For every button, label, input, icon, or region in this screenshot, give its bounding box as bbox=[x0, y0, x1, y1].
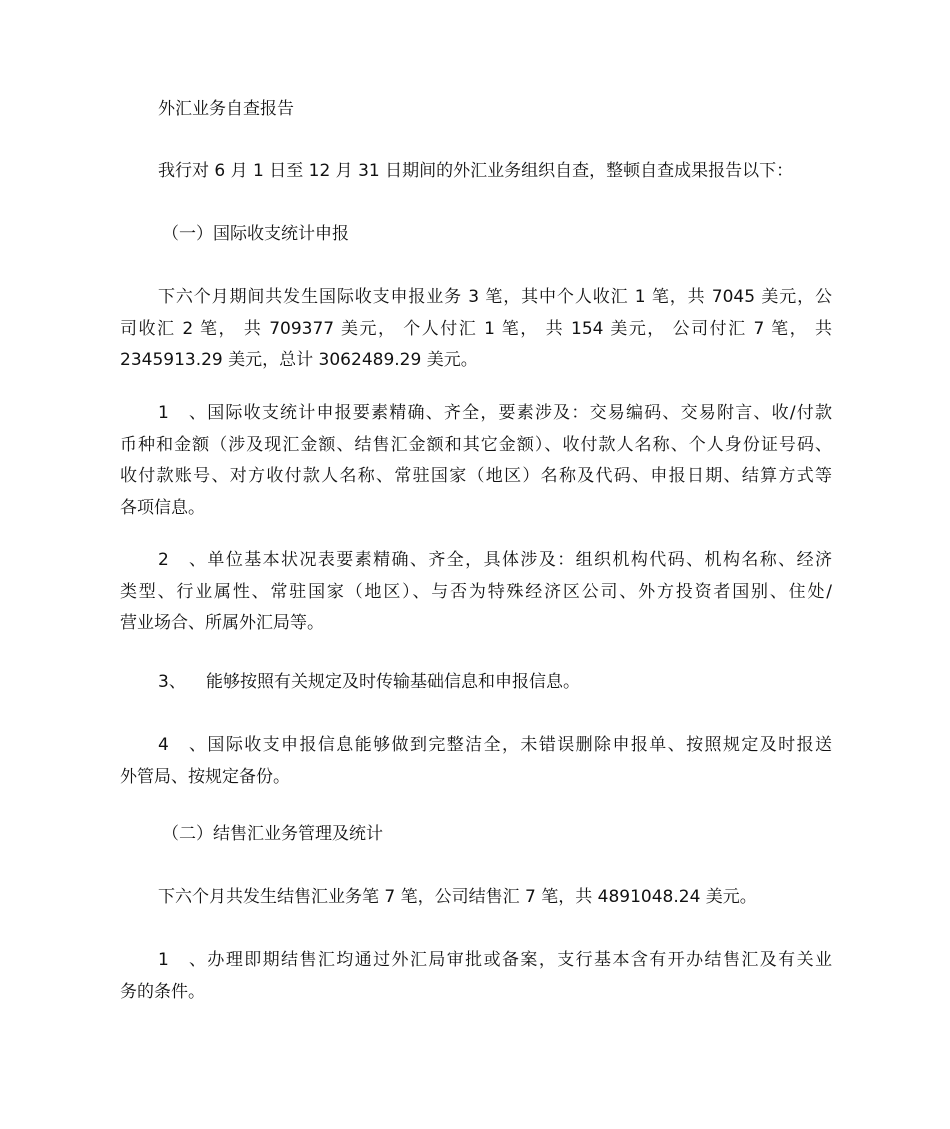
item-number: 1、 bbox=[158, 950, 206, 970]
item-line: 类型、行业属性、常驻国家（地区）、与否为特殊经济区公司、外方投资者国别、住处/ bbox=[120, 581, 832, 602]
item-line: 国际收支申报信息能够做到完整洁全，未错误删除申报单、按照规定及时报送 bbox=[206, 735, 832, 755]
item-line: 收付款账号、对方收付款人名称、常驻国家（地区）名称及代码、申报日期、结算方式等 bbox=[120, 466, 832, 486]
section2-heading: （二）结售汇业务管理及统计 bbox=[162, 824, 383, 844]
item-number: 2、 bbox=[158, 550, 206, 570]
summary-line-3: 2345913.29 美元，总计 3062489.29 美元。 bbox=[120, 350, 478, 370]
item-number: 4、 bbox=[158, 735, 206, 755]
item-number: 1、 bbox=[158, 403, 206, 423]
intro-paragraph: 我行对 6 月 1 日至 12 月 31 日期间的外汇业务组织自查，整顿自查成果报告以下： bbox=[158, 161, 794, 181]
section1-summary-paragraph bbox=[120, 282, 832, 377]
item-line: 币种和金额（涉及现汇金额、结售汇金额和其它金额）、收付款人名称、个人身份证号码、 bbox=[120, 434, 832, 455]
summary-line-2: 司收汇 2 笔， 共 709377 美元， 个人付汇 1 笔， 共 154 美元， 公司付汇 7 笔， 共 bbox=[120, 318, 832, 339]
section1-item-4 bbox=[120, 730, 832, 793]
section1-item-2 bbox=[120, 545, 832, 640]
section2-summary-paragraph: 下六个月共发生结售汇业务笔 7 笔，公司结售汇 7 笔，共 4891048.24 美元。 bbox=[158, 887, 757, 907]
section1-item-3 bbox=[120, 667, 832, 699]
item-line: 单位基本状况表要素精确、齐全，具体涉及：组织机构代码、机构名称、经济 bbox=[206, 550, 832, 570]
item-line: 务的条件。 bbox=[120, 981, 205, 1002]
item-line: 营业场合、所属外汇局等。 bbox=[120, 613, 324, 633]
item-line: 办理即期结售汇均通过外汇局审批或备案，支行基本含有开办结售汇及有关业 bbox=[206, 950, 832, 970]
section1-heading: （一）国际收支统计申报 bbox=[162, 224, 349, 244]
item-number: 3、 bbox=[158, 672, 186, 692]
item-line: 外管局、按规定备份。 bbox=[120, 766, 290, 787]
summary-line-1: 下六个月期间共发生国际收支申报业务 3 笔，其中个人收汇 1 笔，共 7045 美元，公 bbox=[158, 287, 832, 307]
section1-item-1 bbox=[120, 398, 832, 524]
section2-item-1 bbox=[120, 945, 832, 1008]
item-line: 能够按照有关规定及时传输基础信息和申报信息。 bbox=[206, 672, 580, 692]
item-line: 国际收支统计申报要素精确、齐全，要素涉及：交易编码、交易附言、收/付款 bbox=[206, 403, 832, 423]
item-line: 各项信息。 bbox=[120, 497, 205, 518]
document-title: 外汇业务自查报告 bbox=[158, 99, 294, 119]
